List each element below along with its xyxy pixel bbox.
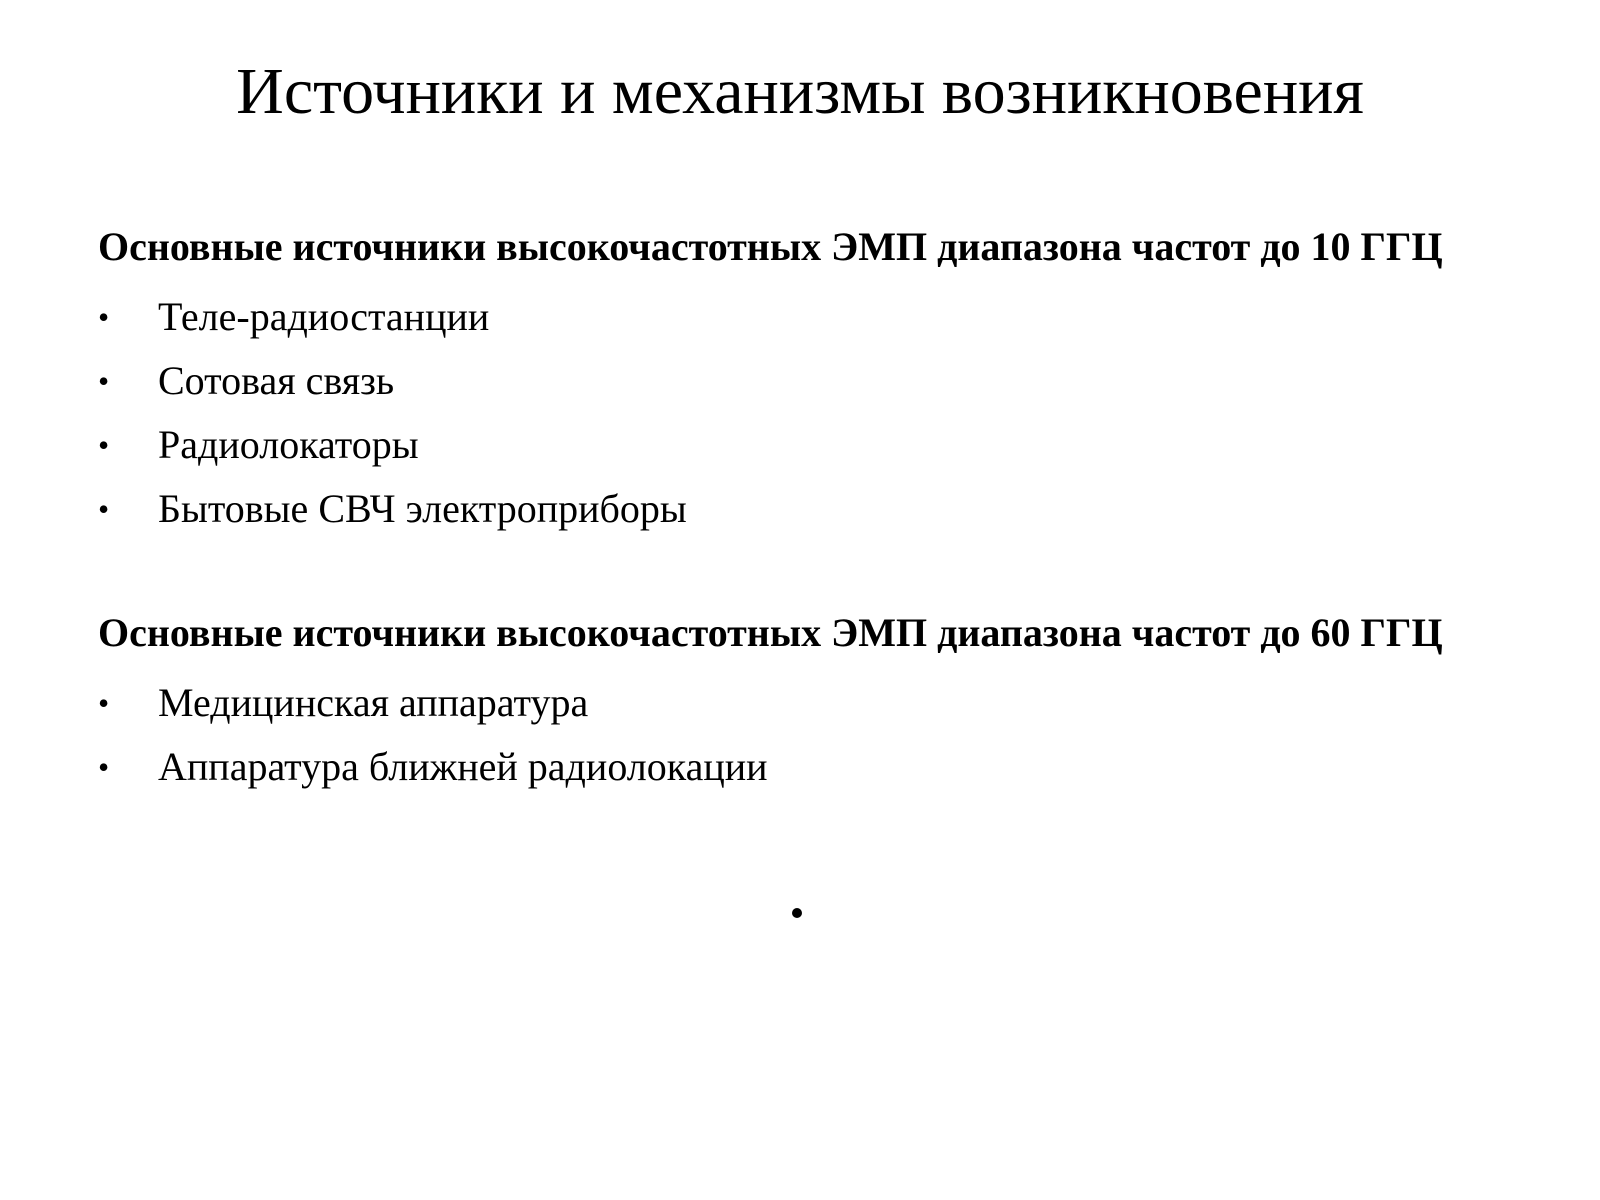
list-item (98, 681, 1528, 725)
section-10ghz (98, 215, 1528, 531)
list-item-text: Теле-радиостанции (158, 294, 490, 339)
list-item (98, 295, 1528, 339)
bullet-list (98, 295, 1528, 531)
bullet-marker: • (98, 749, 110, 785)
section-60ghz (98, 601, 1528, 789)
bullet-list (98, 681, 1528, 789)
list-item (98, 423, 1528, 467)
bullet-marker: • (98, 427, 110, 463)
bullet-marker: • (98, 299, 110, 335)
bullet-marker: • (98, 491, 110, 527)
list-item (98, 487, 1528, 531)
list-item-text: Сотовая связь (158, 358, 395, 403)
list-item (98, 745, 1528, 789)
section-heading: Основные источники высокочастотных ЭМП диапазона частот до 60 ГГЦ (98, 610, 1443, 655)
section-spacer (98, 531, 1528, 601)
empty-bullet-dot (792, 908, 802, 918)
list-item-text: Бытовые СВЧ электроприборы (158, 486, 687, 531)
bullet-marker: • (98, 363, 110, 399)
slide-content (98, 215, 1528, 789)
section-heading: Основные источники высокочастотных ЭМП диапазона частот до 10 ГГЦ (98, 224, 1443, 269)
list-item-text: Радиолокаторы (158, 422, 419, 467)
list-item-text: Аппаратура ближней радиолокации (158, 744, 768, 789)
slide-title: Источники и механизмы возникновения (236, 55, 1364, 128)
list-item (98, 359, 1528, 403)
list-item-text: Медицинская аппаратура (158, 680, 589, 725)
bullet-marker: • (98, 685, 110, 721)
